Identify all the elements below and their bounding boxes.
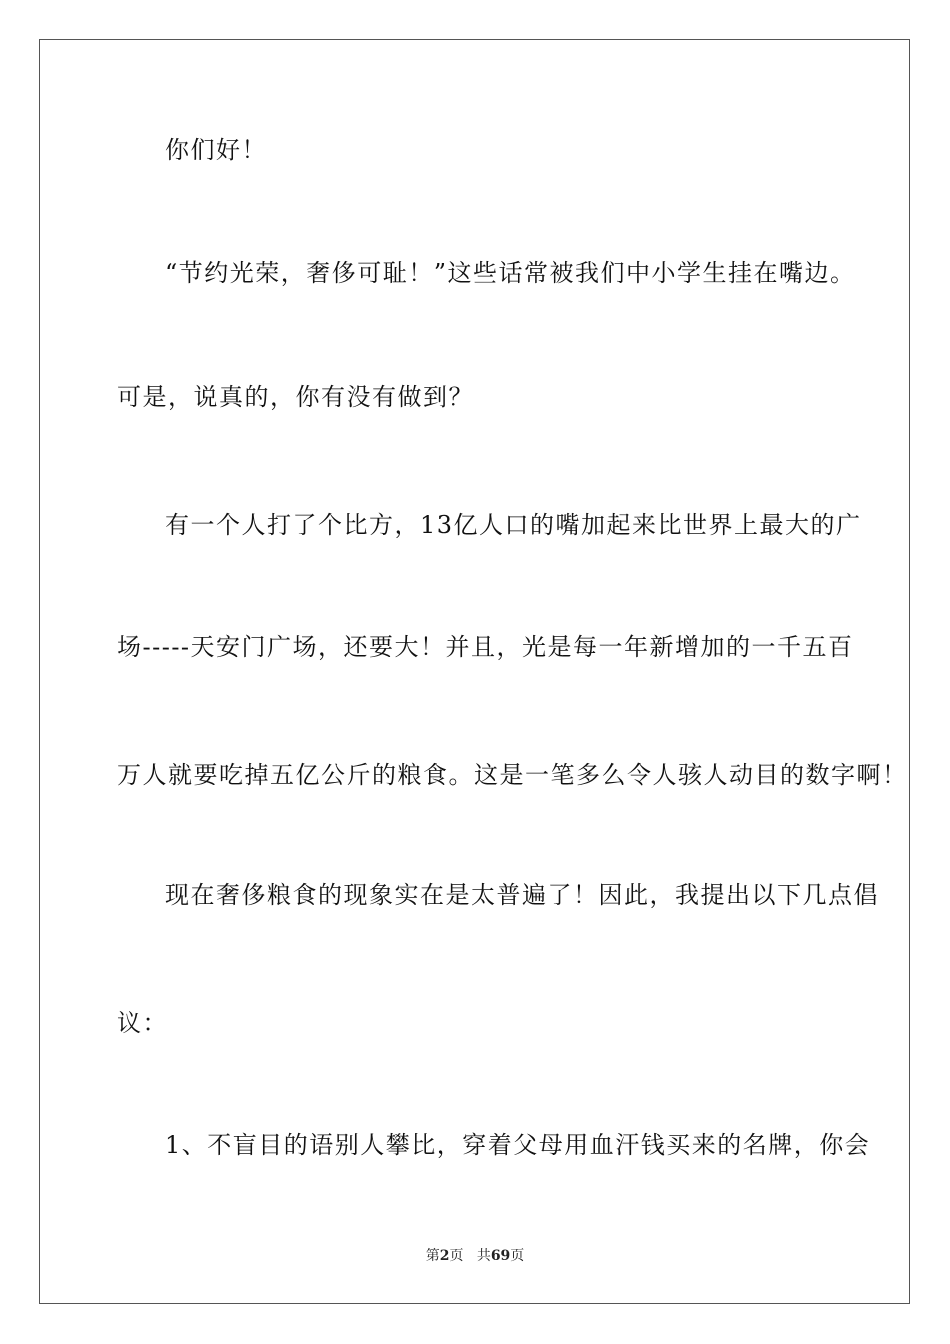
paragraph-line-8: 1、不盲目的语别人攀比，穿着父母用血汗钱买来的名牌，你会: [165, 1131, 871, 1159]
page-suffix: 页: [449, 1248, 464, 1264]
page-footer: [0, 1247, 950, 1265]
total-prefix: 共: [476, 1248, 491, 1264]
greeting-line: 你们好！: [165, 136, 267, 164]
total-suffix: 页: [510, 1248, 525, 1264]
page-number: 2: [439, 1248, 450, 1264]
paragraph-line-5: 万人就要吃掉五亿公斤的粮食。这是一笔多么令人骇人动目的数字啊！: [117, 761, 908, 789]
paragraph-line-2: 可是，说真的，你有没有做到？: [117, 383, 474, 411]
page-frame: [39, 39, 910, 1304]
paragraph-line-6: 现在奢侈粮食的现象实在是太普遍了！因此，我提出以下几点倡: [165, 881, 879, 909]
total-pages: 69: [490, 1248, 511, 1264]
paragraph-line-4: 场-----天安门广场，还要大！并且，光是每一年新增加的一千五百: [117, 633, 854, 661]
paragraph-line-1: “节约光荣，奢侈可耻！”这些话常被我们中小学生挂在嘴边。: [165, 259, 856, 287]
paragraph-line-7: 议：: [117, 1009, 168, 1037]
page-prefix: 第: [425, 1248, 440, 1264]
paragraph-line-3: 有一个人打了个比方，13亿人口的嘴加起来比世界上最大的广: [165, 511, 862, 539]
